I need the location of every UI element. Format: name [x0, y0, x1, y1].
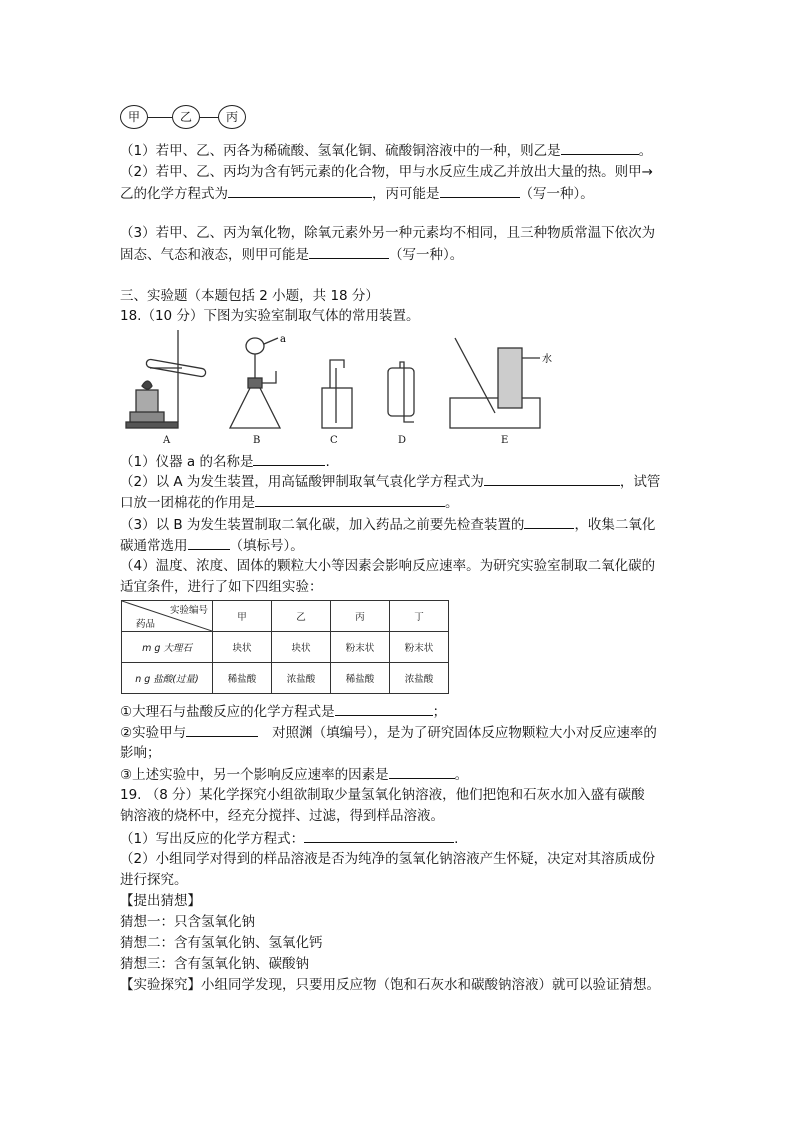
q18-sub4-line2: 适宜条件，进行了如下四组实验：: [120, 579, 323, 595]
answer-blank[interactable]: [440, 183, 520, 198]
answer-blank[interactable]: [484, 471, 620, 486]
header-bottom-label: 药品: [136, 619, 156, 630]
apparatus-figure: [120, 328, 560, 448]
answer-blank[interactable]: [524, 514, 574, 529]
chain-node-yi: 乙: [172, 105, 200, 129]
chain-node-jia: 甲: [120, 105, 148, 129]
table-cell: 稀盐酸: [213, 663, 272, 694]
apparatus-label-A: A: [163, 435, 171, 446]
answer-blank[interactable]: [335, 701, 433, 716]
label-water: 水: [542, 354, 552, 365]
table-cell: 浓盐酸: [272, 663, 331, 694]
q18-sub2-line1: （2）以 A 为发生装置，用高锰酸钾制取氧气袁化学方程式为 ，试管: [120, 471, 660, 492]
answer-blank[interactable]: [186, 722, 258, 737]
q19-line9: 猜想三：含有氢氧化钠、碳酸钠: [120, 956, 309, 972]
apparatus-label-E: E: [501, 435, 509, 446]
column-header: 丙: [331, 601, 390, 632]
q18-sub4-line1: （4）温度、浓度、固体的颗粒大小等因素会影响反应速率。为研究实验室制取二氧化碳的: [120, 558, 656, 574]
q18-sub2-line2: 口放一团棉花的作用是 。: [120, 492, 459, 513]
q19-line6: 【提出猜想】: [120, 893, 201, 909]
table-diagonal-cell: [122, 601, 213, 632]
q19-line7: 猜想一：只含氢氧化钠: [120, 914, 255, 930]
q19-line4: （2）小组同学对得到的样品溶液是否为纯净的氢氧化钠溶液产生怀疑，决定对其溶质成份: [120, 851, 656, 867]
q18-sub3-line2: 碳通常选用 （填标号）。: [120, 535, 304, 556]
q19-line8: 猜想二：含有氢氧化钠、氢氧化钙: [120, 935, 323, 951]
table-row: [122, 663, 449, 694]
apparatus-label-C: C: [330, 435, 338, 446]
table-header-row: [122, 601, 449, 632]
q17-part3-line2: 固态、气态和液态，则甲可能是 （写一种）。: [120, 244, 463, 265]
q19-line10: 【实验探究】小组同学发现，只要用反应物（饱和石灰水和碳酸钠溶液）就可以验证猜想。: [120, 977, 660, 993]
q18-c3: ③上述实验中，另一个影响反应速率的因素是 。: [120, 764, 468, 785]
chain-connector: [148, 117, 172, 118]
q17-part2-line1: （2）若甲、乙、丙均为含有钙元素的化合物，甲与水反应生成乙并放出大量的热。则甲→: [120, 164, 653, 180]
section-heading: 三、实验题（本题包括 2 小题，共 18 分）: [120, 288, 379, 304]
q18-c2-line1: ②实验甲与 对照渊（填编号），是为了研究固体反应物颗粒大小对反应速率的: [120, 722, 657, 743]
row-label: m g 大理石: [122, 632, 213, 663]
column-header: 乙: [272, 601, 331, 632]
q17-part1: （1）若甲、乙、丙各为稀硫酸、氢氧化铜、硫酸铜溶液中的一种，则乙是 。: [120, 140, 652, 161]
answer-blank[interactable]: [228, 183, 372, 198]
q18-sub1: （1）仪器 a 的名称是 .: [120, 451, 330, 472]
column-header: 丁: [390, 601, 449, 632]
q18-sub3-line1: （3）以 B 为发生装置制取二氧化碳，加入药品之前要先检查装置的 ，收集二氧化: [120, 514, 655, 535]
answer-blank[interactable]: [309, 244, 389, 259]
column-header: 甲: [213, 601, 272, 632]
answer-blank[interactable]: [253, 451, 325, 466]
apparatus-label-B: B: [253, 435, 261, 446]
table-cell: 块状: [272, 632, 331, 663]
answer-blank[interactable]: [561, 140, 639, 155]
q19-line5: 进行探究。: [120, 872, 188, 888]
row-label: n g 盐酸(过量): [122, 663, 213, 694]
q18-c1: ①大理石与盐酸反应的化学方程式是 ；: [120, 701, 446, 722]
q19-line2: 钠溶液的烧杯中，经充分搅拌、过滤，得到样品溶液。: [120, 808, 444, 824]
answer-blank[interactable]: [255, 492, 445, 507]
answer-blank[interactable]: [389, 764, 455, 779]
answer-blank[interactable]: [304, 828, 454, 843]
header-top-label: 实验编号: [169, 605, 208, 616]
apparatus-label-D: D: [398, 435, 407, 446]
chain-node-bing: 丙: [218, 105, 246, 129]
q17-part3-line1: （3）若甲、乙、丙为氧化物，除氧元素外另一种元素均不相同，且三种物质常温下依次为: [120, 225, 656, 241]
table-cell: 粉末状: [390, 632, 449, 663]
q18-c2-line2: 影响；: [120, 745, 161, 761]
table-cell: 块状: [213, 632, 272, 663]
table-row: [122, 632, 449, 663]
table-cell: 浓盐酸: [390, 663, 449, 694]
experiment-table: [121, 600, 449, 694]
label-a: a: [280, 334, 286, 345]
chain-connector: [200, 117, 218, 118]
table-cell: 粉末状: [331, 632, 390, 663]
table-cell: 稀盐酸: [331, 663, 390, 694]
answer-blank[interactable]: [188, 535, 230, 550]
q18-title: 18.（10 分）下图为实验室制取气体的常用装置。: [120, 308, 420, 324]
q17-part2-line2: 乙的化学方程式为 ，丙可能是 （写一种）。: [120, 183, 594, 204]
q19-line1: 19. （8 分）某化学探究小组欲制取少量氢氧化钠溶液，他们把饱和石灰水加入盛有碳酸: [120, 787, 645, 803]
q19-line3: （1）写出反应的化学方程式： .: [120, 828, 458, 849]
